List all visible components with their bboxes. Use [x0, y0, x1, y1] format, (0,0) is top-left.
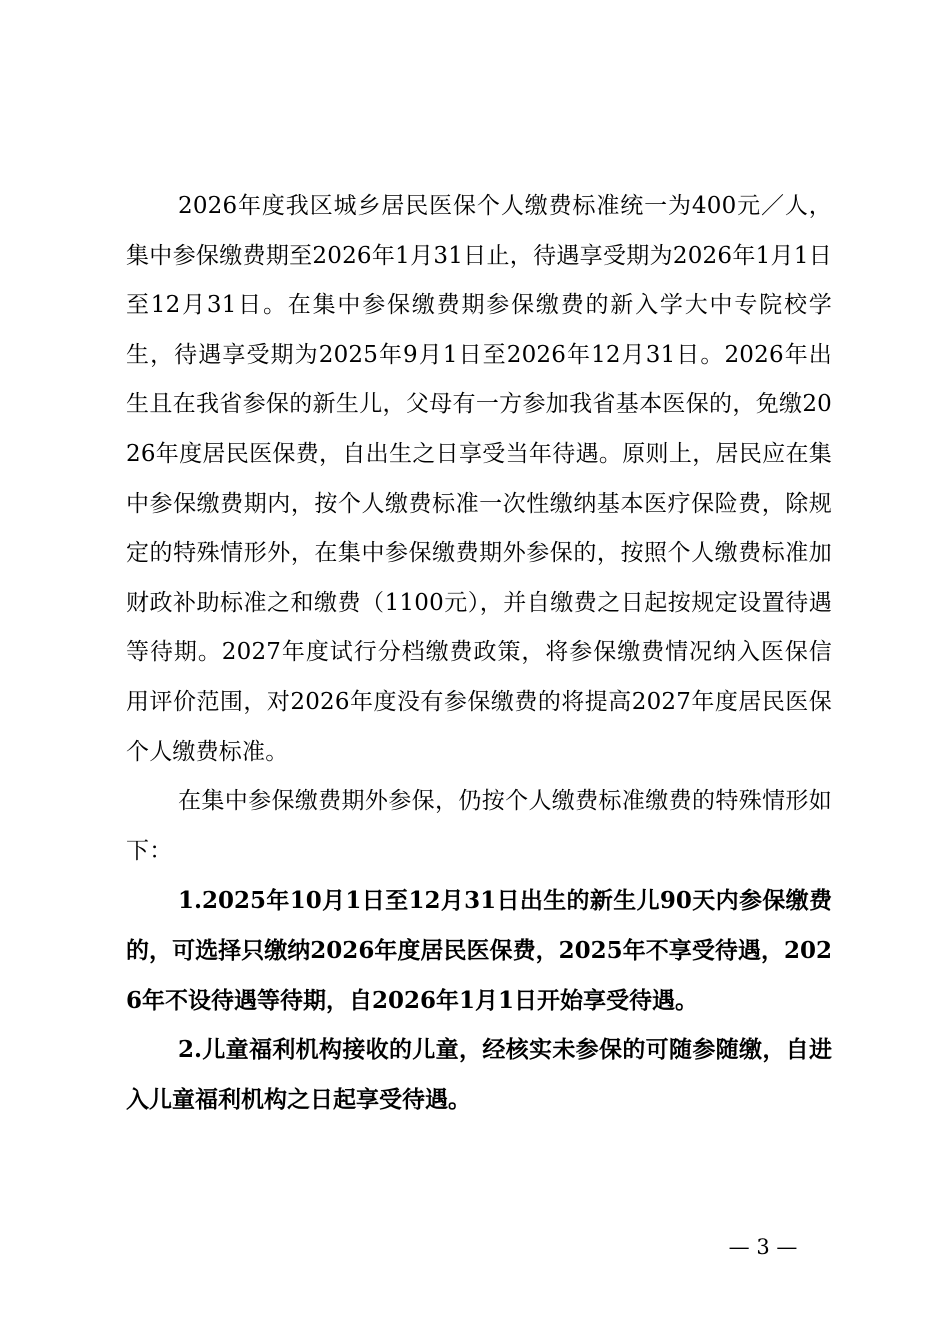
paragraph-item-2-welfare-children: 2.儿童福利机构接收的儿童，经核实未参保的可随参随缴，自进入儿童福利机构之日起享受待遇。 — [126, 1036, 832, 1113]
page-number: — 3 — — [728, 1235, 798, 1259]
paragraph-item-1-newborn: 1.2025年10月1日至12月31日出生的新生儿90天内参保缴费的，可选择只缴纳2026年度居民医保费，2025年不享受待遇，2026年不设待遇等待期，自2026年1月1日开始享受待遇。 — [126, 887, 832, 1014]
paragraph-special-cases-intro: 在集中参保缴费期外参保，仍按个人缴费标准缴费的特殊情形如下： — [126, 788, 832, 864]
paragraph-payment-standard: 2026年度我区城乡居民医保个人缴费标准统一为400元／人，集中参保缴费期至2026年1月31日止，待遇享受期为2026年1月1日至12月31日。在集中参保缴费期参保缴费的新入学大中专院校学生，待遇享受期为2025年9月1日至2026年12月31日。2026年出生且在我省参保的新生儿，父母有一方参加我省基本医保的，免缴2026年度居民医保费，自出生之日享受当年待遇。原则上，居民应在集中参保缴费期内，按个人缴费标准一次性缴纳基本医疗保险费，除规定的特殊情形外，在集中参保缴费期外参保的，按照个人缴费标准加财政补助标准之和缴费（1100元），并自缴费之日起按规定设置待遇等待期。2027年度试行分档缴费政策，将参保缴费情况纳入医保信用评价范围，对2026年度没有参保缴费的将提高2027年度居民医保个人缴费标准。 — [126, 193, 832, 765]
document-body — [126, 182, 832, 1124]
